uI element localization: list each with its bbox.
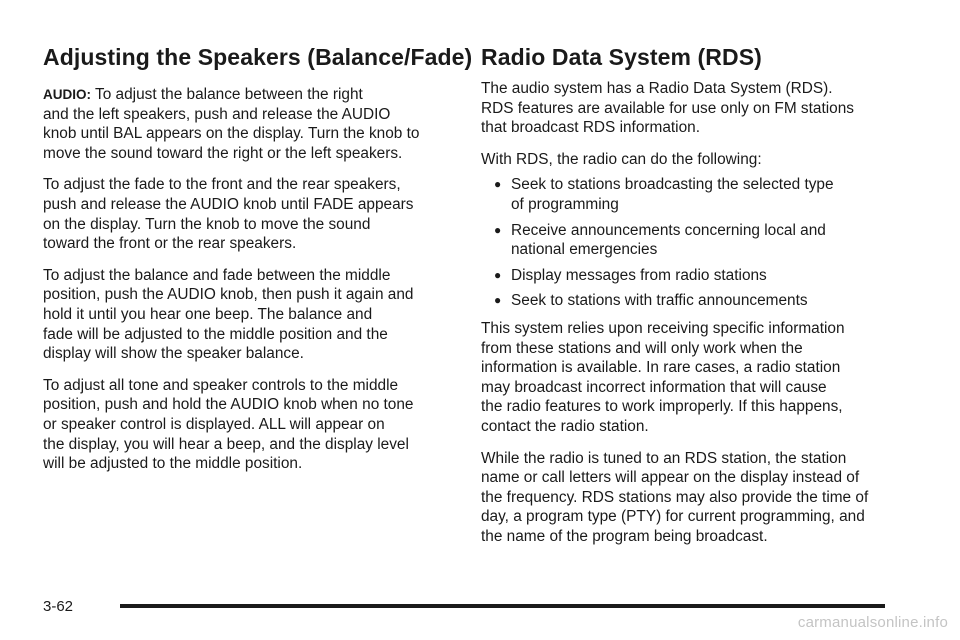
- list-item-text: Receive announcements concerning local and national emergencies: [511, 221, 826, 259]
- paragraph-rds-reliance: This system relies upon receiving specific information from these stations and will only work when the information is available. In rare cases, a radio station may broadcast incorrect information that will cause the radio features to work improperly. If this happens, contact the radio station.: [481, 319, 845, 435]
- list-item-text: Display messages from radio stations: [511, 266, 767, 284]
- watermark-text: carmanualsonline.info: [797, 614, 948, 631]
- list-item-text: Seek to stations broadcasting the selected type of programming: [511, 176, 834, 213]
- footer-divider: [120, 604, 885, 608]
- paragraph-text: To adjust the balance between the right and the left speakers, push and release the AUDIO knob until BAL appears on the display. Turn the knob to move the sound toward the right or the left speakers.: [43, 86, 420, 162]
- speakers-body: [43, 85, 419, 486]
- paragraph-rds-intro: The audio system has a Radio Data System (RDS). RDS features are available for use only on FM stations that broadcast RDS information.: [481, 80, 854, 137]
- page-number: 3-62: [43, 598, 74, 615]
- paragraph-audio: [43, 85, 419, 163]
- bullet-icon: ●: [494, 267, 502, 282]
- list-item: [481, 291, 868, 311]
- bullet-icon: ●: [494, 222, 502, 237]
- paragraph-middle: To adjust the balance and fade between the middle position, push the AUDIO knob, then push it again and hold it until you hear one beep. The balance and fade will be adjusted to the middle position and the display will show the speaker balance.: [43, 266, 414, 363]
- list-item: [481, 175, 868, 214]
- bullet-icon: ●: [494, 177, 502, 192]
- rds-feature-list: [481, 175, 868, 311]
- paragraph-fade: To adjust the fade to the front and the rear speakers, push and release the AUDIO knob until FADE appears on the display. Turn the knob to move the sound toward the front or the rear speakers.: [43, 176, 414, 253]
- paragraph-all: To adjust all tone and speaker controls to the middle position, push and hold the AUDIO knob when no tone or speaker control is displayed. ALL will appear on the display, you will hear a beep, and the display level will be adjusted to the middle position.: [43, 376, 414, 473]
- paragraph-rds-can-do: With RDS, the radio can do the following:: [481, 150, 762, 168]
- audio-lead-label: AUDIO:: [43, 87, 91, 102]
- bullet-icon: ●: [494, 293, 502, 308]
- list-item: [481, 221, 868, 260]
- section-title-rds: Radio Data System (RDS): [481, 44, 762, 70]
- list-item: [481, 266, 868, 286]
- list-item-text: Seek to stations with traffic announcements: [511, 292, 808, 310]
- section-title-speakers: Adjusting the Speakers (Balance/Fade): [43, 44, 473, 70]
- paragraph-rds-station: While the radio is tuned to an RDS station, the station name or call letters will appear on the display instead of the frequency. RDS stations may also provide the time of day, a program type (PTY) for current programming, and the name of the program being broadcast.: [481, 449, 869, 545]
- rds-body: [481, 79, 868, 558]
